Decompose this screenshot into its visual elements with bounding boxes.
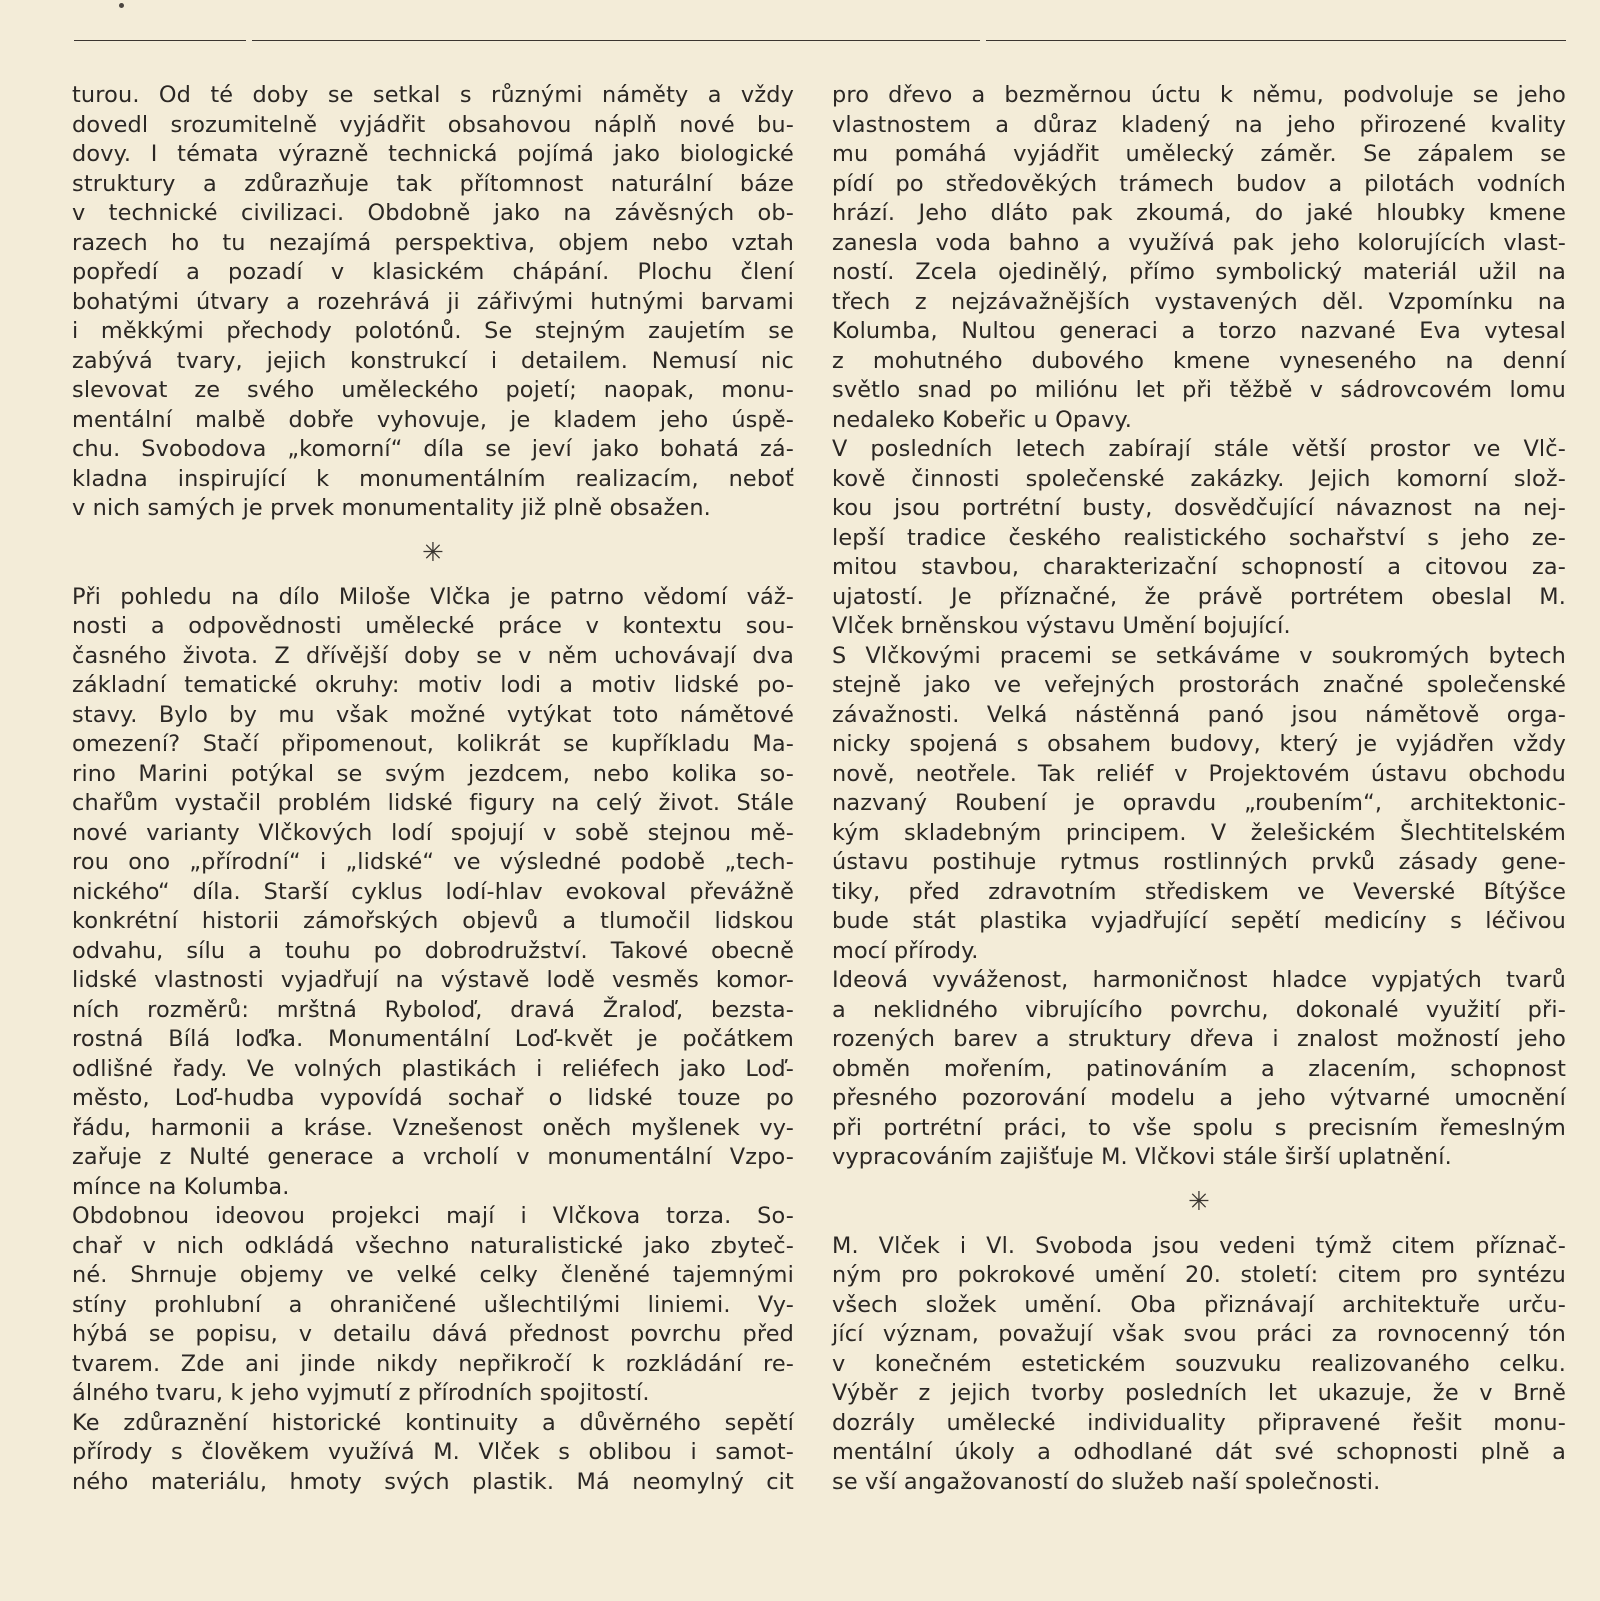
text-line: omezení? Stačí připomenout, kolikrát se kupříkladu Ma- [72, 731, 794, 757]
text-line: zařuje z Nulté generace a vrcholí v monumentální Vzpo- [72, 1144, 794, 1170]
text-line: město, Loď-hudba vypovídá sochař o lidské touze po [72, 1085, 794, 1111]
text-line: tiky, před zdravotním střediskem ve Veverské Bítýšce [832, 878, 1566, 905]
text-line: pro dřevo a bezměrnou úctu k němu, podvoluje se jeho [832, 82, 1566, 108]
text-line: Při pohledu na dílo Miloše Vlčka je patrno vědomí váž- [72, 583, 794, 610]
text-line: tvarem. Zde ani jinde nikdy nepřikročí k rozkládání re- [72, 1350, 794, 1377]
text-line: lepší tradice českého realistického sochařství s jeho ze- [832, 524, 1566, 551]
text-line: nedaleko Kobeřic u Opavy. [832, 406, 1133, 433]
text-line: odlišné řady. Ve volných plastikách i reliéfech jako Loď- [72, 1055, 794, 1082]
text-line: přírody s člověkem využívá M. Vlček s oblibou i samot- [72, 1439, 794, 1465]
header-rule-right [986, 40, 1566, 41]
text-line: řádu, harmonii a kráse. Vznešenost oněch myšlenek vy- [72, 1114, 794, 1141]
text-line: mitou stavbou, charakterizační schopností a citovou za- [832, 554, 1566, 580]
text-line: zabývá tvary, jejich konstrukcí i detailem. Nemusí nic [72, 347, 794, 374]
text-line: konkrétní historii zámořských objevů a tlumočil lidskou [72, 908, 794, 934]
text-line: přesného pozorování modelu a jeho výtvarné umocnění [832, 1085, 1566, 1111]
text-line: bohatými útvary a rozehrává ji zářivými hutnými barvami [72, 288, 794, 315]
text-line: S Vlčkovými pracemi se setkáváme v soukromých bytech [832, 642, 1566, 669]
text-line: lidské vlastnosti vyjadřují na výstavě lodě vesměs komor- [72, 967, 794, 993]
text-line: v konečném estetickém souzvuku realizovaného celku. [832, 1350, 1566, 1377]
text-line: kým skladebným principem. V želešickém Šlechtitelském [832, 819, 1566, 846]
text-line: ústavu postihuje rytmus rostlinných prvků zásady gene- [832, 849, 1566, 875]
text-line: rozených barev a struktury dřeva i znalost možností jeho [832, 1026, 1566, 1052]
text-line: vypracováním zajišťuje M. Vlčkovi stále širší uplatnění. [832, 1144, 1452, 1170]
text-line: dozrály umělecké individuality připravené řešit monu- [832, 1409, 1566, 1436]
text-line: i měkkými přechody polotónů. Se stejným zaujetím se [72, 318, 794, 344]
text-line: chu. Svobodova „komorní“ díla se jeví jako bohatá zá- [72, 436, 794, 462]
text-line: bude stát plastika vyjadřující sepětí medicíny s léčivou [832, 908, 1566, 934]
text-line: třech z nejzávažnějších vystavených děl. Vzpomínku na [832, 288, 1566, 315]
paragraph [832, 966, 1566, 1173]
text-line: ních rozměrů: mrštná Ryboloď, dravá Žraloď, bezsta- [72, 996, 794, 1023]
text-line: mínce na Kolumba. [72, 1173, 290, 1200]
paragraph [72, 1409, 794, 1498]
text-line: Obdobnou ideovou projekci mají i Vlčkova torza. So- [72, 1203, 794, 1229]
text-line: rino Marini potýkal se svým jezdcem, nebo kolika so- [72, 760, 794, 787]
text-line: dovedl srozumitelně vyjádřit obsahovou náplň nové bu- [72, 111, 794, 138]
text-line: V posledních letech zabírají stále větší prostor ve Vlč- [832, 436, 1566, 462]
text-line: nicky spojená s obsahem budovy, který je vyjádřen vždy [832, 731, 1566, 757]
text-line: nického“ díla. Starší cyklus lodí-hlav evokoval převážně [72, 878, 794, 905]
text-line: Ke zdůraznění historické kontinuity a důvěrného sepětí [72, 1409, 794, 1436]
text-line: kladna inspirující k monumentálním realizacím, neboť [72, 465, 794, 492]
text-line: né. Shrnuje objemy ve velké celky členěné tajemnými [72, 1262, 794, 1288]
paragraph [832, 642, 1566, 967]
text-line: chařům vystačil problém lidské figury na celý život. Stále [72, 790, 794, 816]
text-line: ností. Zcela ojedinělý, přímo symbolický materiál užil na [832, 259, 1566, 285]
text-line: se vší angažovaností do služeb naší společnosti. [832, 1468, 1381, 1495]
text-line: ným pro pokrokové umění 20. století: citem pro syntézu [832, 1262, 1566, 1288]
text-line: mu pomáhá vyjádřit umělecký záměr. Se zápalem se [832, 141, 1566, 167]
text-line: v nich samých je prvek monumentality již plně obsažen. [72, 495, 711, 521]
text-line: dovy. I témata výrazně technická pojímá jako biologické [72, 141, 794, 167]
paragraph [832, 81, 1566, 435]
text-line: mentální úkoly a odhodlané dát své schopnosti plně a [832, 1439, 1566, 1465]
text-line: v technické civilizaci. Obdobně jako na závěsných ob- [72, 200, 794, 226]
text-line: álného tvaru, k jeho vyjmutí z přírodních spojitostí. [72, 1380, 650, 1406]
text-line: hrází. Jeho dláto pak zkoumá, do jaké hloubky kmene [832, 200, 1566, 226]
text-line: nazvaný Roubení je opravdu „roubením“, architektonic- [832, 790, 1566, 816]
text-line: mocí přírody. [832, 937, 979, 964]
right-column [832, 81, 1566, 1497]
text-line: z mohutného dubového kmene vyneseného na denní [832, 347, 1566, 374]
text-line: popředí a pozadí v klasickém chápání. Plochu člení [72, 259, 794, 285]
text-line: všech složek umění. Oba přiznávají architektuře urču- [832, 1291, 1566, 1318]
text-line: stejně jako ve veřejných prostorách značné společenské [832, 672, 1566, 698]
text-line: struktury a zdůrazňuje tak přítomnost naturální báze [72, 170, 794, 197]
text-line: světlo snad po miliónu let při těžbě v sádrovcovém lomu [832, 377, 1566, 403]
text-line: závažnosti. Velká nástěnná panó jsou námětově orga- [832, 701, 1566, 728]
text-line: razech ho tu nezajímá perspektiva, objem nebo vztah [72, 229, 794, 256]
text-line: nové varianty Vlčkových lodí spojují v sobě stejnou mě- [72, 819, 794, 846]
text-line: ného materiálu, hmoty svých plastik. Má neomylný cit [72, 1468, 794, 1495]
text-line: jící význam, považují však svou práci za rovnocenný tón [832, 1321, 1566, 1347]
text-line: Vlček brněnskou výstavu Umění bojující. [832, 613, 1291, 639]
asterisk-separator: ✳ [1188, 1186, 1210, 1217]
text-line: hýbá se popisu, v detailu dává přednost povrchu před [72, 1321, 794, 1347]
text-line: odvahu, sílu a touhu po dobrodružství. Takové obecně [72, 937, 794, 964]
header-rule-left [74, 40, 246, 41]
text-line: obměn mořením, patinováním a zlacením, schopnost [832, 1055, 1566, 1082]
text-line: Výběr z jejich tvorby posledních let ukazuje, že v Brně [832, 1380, 1566, 1406]
text-line: stíny prohlubní a ohraničené ušlechtilými liniemi. Vy- [72, 1291, 794, 1318]
text-line: M. Vlček i Vl. Svoboda jsou vedeni týmž citem příznač- [832, 1232, 1566, 1259]
text-line: Ideová vyváženost, harmoničnost hladce vypjatých tvarů [832, 967, 1566, 993]
text-line: pídí po středověkých trámech budov a pilotách vodních [832, 170, 1566, 197]
text-line: mentální malbě dobře vyhovuje, je kladem jeho úspě- [72, 406, 794, 433]
text-line: časného života. Z dřívější doby se v něm uchovávají dva [72, 642, 794, 669]
text-line: turou. Od té doby se setkal s různými náměty a vždy [72, 82, 794, 108]
text-line: rou ono „přírodní“ i „lidské“ ve výsledné podobě „tech- [72, 849, 794, 875]
header-rule-middle [252, 40, 980, 41]
text-line: nosti a odpovědnosti umělecké práce v kontextu sou- [72, 613, 794, 639]
text-line: ujatostí. Je příznačné, že právě portrétem obeslal M. [832, 583, 1566, 610]
ink-speck [119, 3, 124, 8]
text-line: slevovat ze svého uměleckého pojetí; naopak, monu- [72, 377, 794, 403]
text-line: základní tematické okruhy: motiv lodi a motiv lidské po- [72, 672, 794, 698]
text-line: vlastnostem a důraz kladený na jeho přirozené kvality [832, 111, 1566, 138]
asterisk-separator: ✳ [422, 537, 444, 568]
text-line: a neklidného vibrujícího povrchu, dokonalé využití při- [832, 996, 1566, 1023]
text-line: stavy. Bylo by mu však možné vytýkat toto námětové [72, 701, 794, 728]
text-line: chař v nich odkládá všechno naturalistické jako zbyteč- [72, 1232, 794, 1259]
text-line: zanesla voda bahno a využívá pak jeho kolorujících vlast- [832, 229, 1566, 256]
text-line: rostná Bílá loďka. Monumentální Loď-květ je počátkem [72, 1026, 794, 1052]
text-line: nově, neotřele. Tak reliéf v Projektovém ústavu obchodu [832, 760, 1566, 787]
left-column [72, 81, 794, 1497]
text-line: kou jsou portrétní busty, dosvědčující návaznost na nej- [832, 495, 1566, 521]
text-line: Kolumba, Nultou generaci a torzo nazvané Eva vytesal [832, 318, 1566, 344]
paragraph [72, 1202, 794, 1409]
paragraph [72, 81, 794, 524]
paragraph [832, 1232, 1566, 1498]
text-line: kově činnosti společenské zakázky. Jejich komorní slož- [832, 465, 1566, 492]
text-line: při portrétní práci, to vše spolu s precisním řemeslným [832, 1114, 1566, 1141]
paragraph [832, 435, 1566, 642]
paragraph [72, 583, 794, 1203]
